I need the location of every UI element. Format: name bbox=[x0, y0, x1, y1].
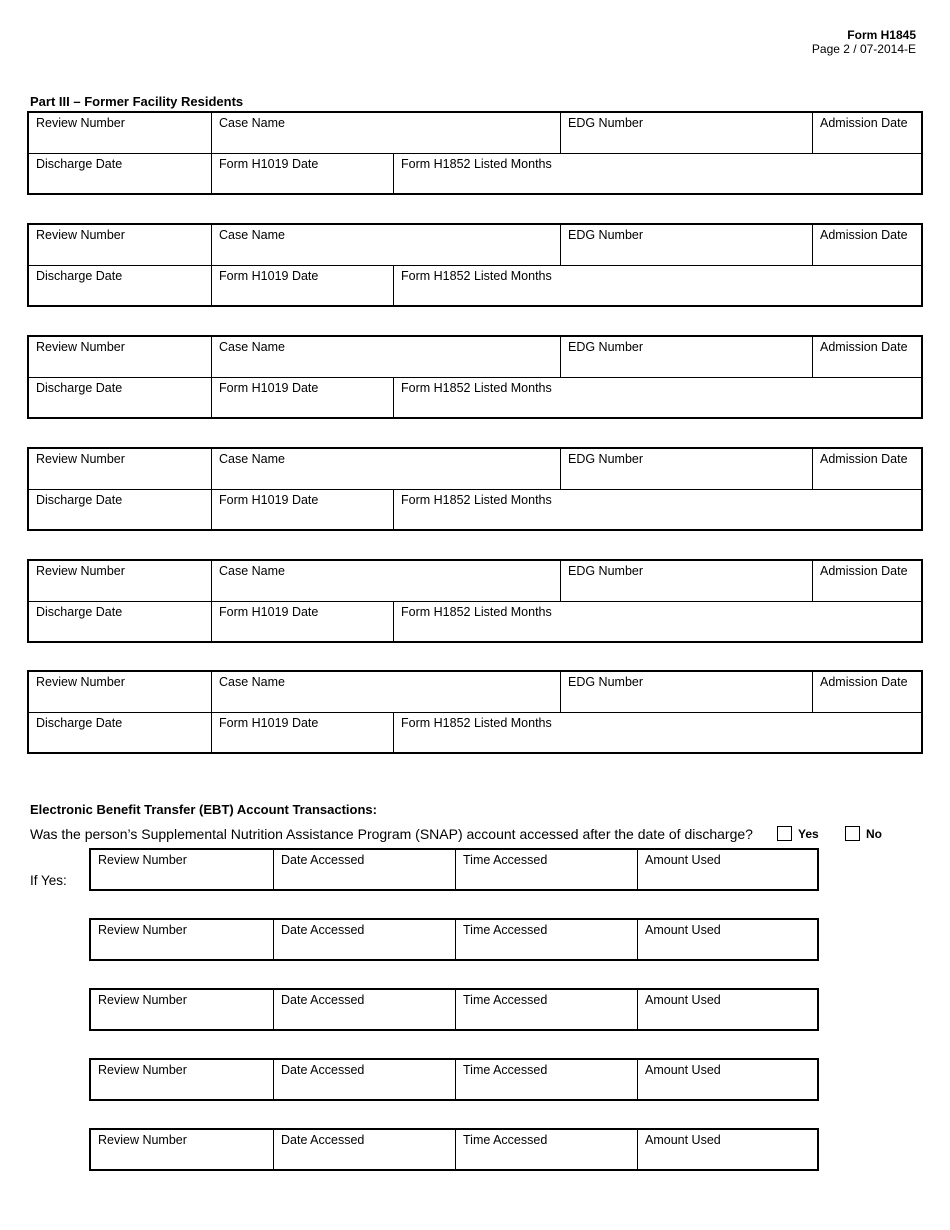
review-number-field[interactable] bbox=[29, 225, 211, 265]
discharge-date-field[interactable] bbox=[29, 713, 211, 752]
time-accessed-field[interactable] bbox=[455, 990, 637, 1029]
field-label: Amount Used bbox=[645, 923, 721, 937]
ebt-review-number-field[interactable] bbox=[91, 920, 273, 959]
ebt-row bbox=[89, 918, 819, 961]
ebt-row bbox=[89, 988, 819, 1031]
field-label: Review Number bbox=[98, 923, 187, 937]
ebt-review-number-field[interactable] bbox=[91, 850, 273, 889]
field-label: Admission Date bbox=[820, 675, 908, 689]
resident-block bbox=[27, 111, 923, 195]
edg-number-field[interactable] bbox=[560, 113, 812, 153]
resident-row bbox=[29, 490, 921, 529]
field-label: Date Accessed bbox=[281, 1133, 365, 1147]
edg-number-field[interactable] bbox=[560, 337, 812, 377]
yes-checkbox[interactable] bbox=[777, 826, 792, 841]
field-label: Admission Date bbox=[820, 340, 908, 354]
field-label: Time Accessed bbox=[463, 1063, 548, 1077]
admission-date-field[interactable] bbox=[812, 672, 921, 712]
discharge-date-field[interactable] bbox=[29, 602, 211, 641]
amount-used-field[interactable] bbox=[637, 1060, 817, 1099]
field-label: Form H1019 Date bbox=[219, 157, 319, 171]
edg-number-field[interactable] bbox=[560, 561, 812, 601]
field-label: Time Accessed bbox=[463, 923, 548, 937]
field-label: EDG Number bbox=[568, 228, 644, 242]
form-header bbox=[812, 28, 916, 56]
ebt-section-title: Electronic Benefit Transfer (EBT) Account Transactions: bbox=[30, 802, 377, 817]
resident-row bbox=[29, 449, 921, 490]
form-h1019-date-field[interactable] bbox=[211, 490, 393, 529]
field-label: Review Number bbox=[98, 993, 187, 1007]
review-number-field[interactable] bbox=[29, 561, 211, 601]
resident-row bbox=[29, 266, 921, 305]
field-label: EDG Number bbox=[568, 116, 644, 130]
field-label: Form H1852 Listed Months bbox=[401, 157, 552, 171]
resident-row bbox=[29, 378, 921, 417]
field-label: Form H1019 Date bbox=[219, 381, 319, 395]
time-accessed-field[interactable] bbox=[455, 1060, 637, 1099]
case-name-field[interactable] bbox=[211, 561, 560, 601]
discharge-date-field[interactable] bbox=[29, 378, 211, 417]
case-name-field[interactable] bbox=[211, 225, 560, 265]
time-accessed-field[interactable] bbox=[455, 1130, 637, 1169]
form-h1852-months-field[interactable] bbox=[393, 713, 921, 752]
admission-date-field[interactable] bbox=[812, 337, 921, 377]
page-info: Page 2 / 07-2014-E bbox=[811, 42, 916, 56]
field-label: Discharge Date bbox=[36, 269, 123, 283]
ebt-review-number-field[interactable] bbox=[91, 1130, 273, 1169]
field-label: Date Accessed bbox=[281, 853, 365, 867]
field-label: Date Accessed bbox=[281, 923, 365, 937]
field-label: Review Number bbox=[98, 853, 187, 867]
discharge-date-field[interactable] bbox=[29, 266, 211, 305]
case-name-field[interactable] bbox=[211, 449, 560, 489]
resident-row bbox=[29, 672, 921, 713]
field-label: Date Accessed bbox=[281, 993, 365, 1007]
resident-row bbox=[29, 602, 921, 641]
discharge-date-field[interactable] bbox=[29, 154, 211, 193]
field-label: Admission Date bbox=[820, 452, 908, 466]
no-label: No bbox=[866, 827, 882, 841]
amount-used-field[interactable] bbox=[637, 920, 817, 959]
part3-title: Part III – Former Facility Residents bbox=[30, 94, 244, 109]
field-label: Discharge Date bbox=[36, 381, 123, 395]
resident-block bbox=[27, 447, 923, 531]
field-label: Form H1019 Date bbox=[219, 493, 319, 507]
field-label: Time Accessed bbox=[463, 993, 548, 1007]
date-accessed-field[interactable] bbox=[273, 1060, 455, 1099]
ebt-row bbox=[89, 1128, 819, 1171]
field-label: Form H1019 Date bbox=[219, 269, 319, 283]
if-yes-label: If Yes: bbox=[30, 873, 67, 888]
field-label: EDG Number bbox=[568, 675, 644, 689]
ebt-review-number-field[interactable] bbox=[91, 990, 273, 1029]
edg-number-field[interactable] bbox=[560, 225, 812, 265]
form-h1019-date-field[interactable] bbox=[211, 266, 393, 305]
field-label: Amount Used bbox=[645, 853, 721, 867]
no-checkbox[interactable] bbox=[845, 826, 860, 841]
field-label: Review Number bbox=[36, 116, 125, 130]
field-label: Discharge Date bbox=[36, 157, 123, 171]
field-label: Time Accessed bbox=[463, 853, 548, 867]
resident-block bbox=[27, 335, 923, 419]
field-label: Review Number bbox=[98, 1063, 187, 1077]
case-name-field[interactable] bbox=[211, 672, 560, 712]
date-accessed-field[interactable] bbox=[273, 990, 455, 1029]
form-h1852-months-field[interactable] bbox=[393, 154, 921, 193]
field-label: Case Name bbox=[219, 116, 285, 130]
field-label: Discharge Date bbox=[36, 716, 123, 730]
ebt-review-number-field[interactable] bbox=[91, 1060, 273, 1099]
resident-row bbox=[29, 113, 921, 154]
field-label: Review Number bbox=[36, 340, 125, 354]
field-label: Amount Used bbox=[645, 993, 721, 1007]
field-label: Form H1852 Listed Months bbox=[401, 269, 552, 283]
ebt-row bbox=[89, 848, 819, 891]
form-h1852-months-field[interactable] bbox=[393, 602, 921, 641]
case-name-field[interactable] bbox=[211, 337, 560, 377]
field-label: EDG Number bbox=[568, 564, 644, 578]
resident-row bbox=[29, 713, 921, 752]
resident-row bbox=[29, 154, 921, 193]
time-accessed-field[interactable] bbox=[455, 920, 637, 959]
discharge-date-field[interactable] bbox=[29, 490, 211, 529]
form-h1852-months-field[interactable] bbox=[393, 266, 921, 305]
field-label: Review Number bbox=[36, 228, 125, 242]
snap-question: Was the person’s Supplemental Nutrition Assistance Program (SNAP) account accessed after the date of discharge? bbox=[30, 826, 753, 842]
form-h1019-date-field[interactable] bbox=[211, 713, 393, 752]
resident-block bbox=[27, 670, 923, 754]
form-h1019-date-field[interactable] bbox=[211, 378, 393, 417]
field-label: Case Name bbox=[219, 564, 285, 578]
yes-label: Yes bbox=[798, 827, 819, 841]
admission-date-field[interactable] bbox=[812, 449, 921, 489]
review-number-field[interactable] bbox=[29, 449, 211, 489]
field-label: Form H1019 Date bbox=[219, 716, 319, 730]
field-label: Case Name bbox=[219, 228, 285, 242]
field-label: Case Name bbox=[219, 675, 285, 689]
field-label: Review Number bbox=[36, 564, 125, 578]
form-h1852-months-field[interactable] bbox=[393, 490, 921, 529]
resident-block bbox=[27, 223, 923, 307]
field-label: Discharge Date bbox=[36, 493, 123, 507]
resident-row bbox=[29, 337, 921, 378]
admission-date-field[interactable] bbox=[812, 113, 921, 153]
field-label: Admission Date bbox=[820, 116, 908, 130]
resident-row bbox=[29, 561, 921, 602]
date-accessed-field[interactable] bbox=[273, 920, 455, 959]
amount-used-field[interactable] bbox=[637, 850, 817, 889]
field-label: Case Name bbox=[219, 452, 285, 466]
field-label: Time Accessed bbox=[463, 1133, 548, 1147]
form-number: Form H1845 bbox=[847, 28, 916, 42]
resident-block bbox=[27, 559, 923, 643]
form-h1852-months-field[interactable] bbox=[393, 378, 921, 417]
admission-date-field[interactable] bbox=[812, 225, 921, 265]
field-label: Form H1852 Listed Months bbox=[401, 381, 552, 395]
field-label: Amount Used bbox=[645, 1063, 721, 1077]
amount-used-field[interactable] bbox=[637, 1130, 817, 1169]
field-label: Form H1852 Listed Months bbox=[401, 493, 552, 507]
field-label: Case Name bbox=[219, 340, 285, 354]
field-label: Form H1019 Date bbox=[219, 605, 319, 619]
field-label: Form H1852 Listed Months bbox=[401, 605, 552, 619]
ebt-row bbox=[89, 1058, 819, 1101]
time-accessed-field[interactable] bbox=[455, 850, 637, 889]
edg-number-field[interactable] bbox=[560, 672, 812, 712]
field-label: Review Number bbox=[98, 1133, 187, 1147]
case-name-field[interactable] bbox=[211, 113, 560, 153]
field-label: Admission Date bbox=[820, 228, 908, 242]
date-accessed-field[interactable] bbox=[273, 1130, 455, 1169]
review-number-field[interactable] bbox=[29, 113, 211, 153]
field-label: Admission Date bbox=[820, 564, 908, 578]
resident-row bbox=[29, 225, 921, 266]
field-label: Discharge Date bbox=[36, 605, 123, 619]
form-h1019-date-field[interactable] bbox=[211, 602, 393, 641]
admission-date-field[interactable] bbox=[812, 561, 921, 601]
field-label: Review Number bbox=[36, 452, 125, 466]
field-label: Date Accessed bbox=[281, 1063, 365, 1077]
review-number-field[interactable] bbox=[29, 337, 211, 377]
amount-used-field[interactable] bbox=[637, 990, 817, 1029]
field-label: EDG Number bbox=[568, 452, 644, 466]
field-label: Review Number bbox=[36, 675, 125, 689]
field-label: Amount Used bbox=[645, 1133, 721, 1147]
edg-number-field[interactable] bbox=[560, 449, 812, 489]
review-number-field[interactable] bbox=[29, 672, 211, 712]
field-label: Form H1852 Listed Months bbox=[401, 716, 552, 730]
form-h1019-date-field[interactable] bbox=[211, 154, 393, 193]
field-label: EDG Number bbox=[568, 340, 644, 354]
date-accessed-field[interactable] bbox=[273, 850, 455, 889]
